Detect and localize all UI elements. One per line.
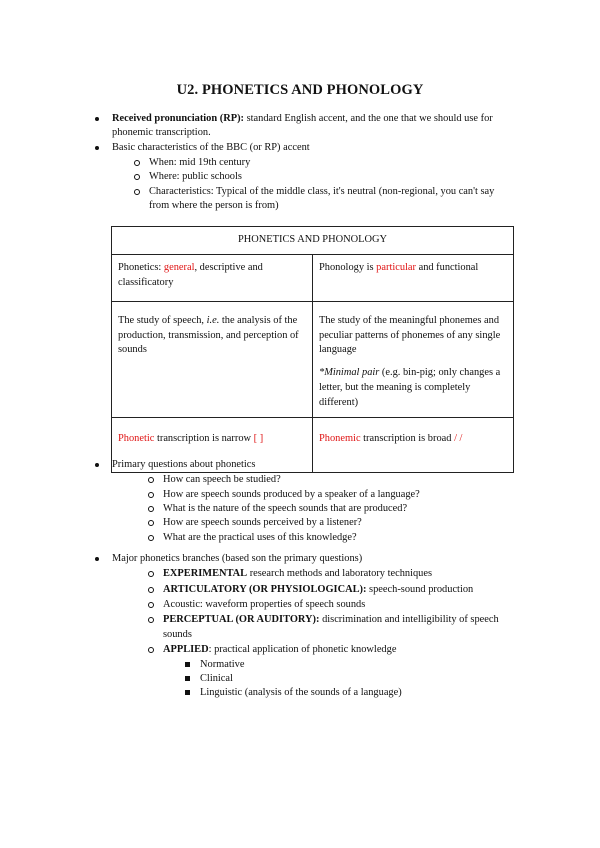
bbc-item: When: mid 19th century — [112, 156, 517, 170]
applied-sublist — [163, 658, 522, 701]
question-item: How are speech sounds perceived by a listener? — [126, 516, 517, 530]
branch-experimental: EXPERIMENTAL research methods and laboratory techniques — [126, 567, 522, 581]
phonemic-transcription-cell: Phonemic transcription is broad / / — [313, 417, 514, 472]
question-item: How are speech sounds produced by a speaker of a language? — [126, 488, 517, 502]
list-item-branches — [87, 552, 522, 701]
applied-item: Linguistic (analysis of the sounds of a language) — [163, 686, 522, 700]
phonology-study-text: The study of the meaningful phonemes and peculiar patterns of phonemes of any single language — [319, 314, 501, 356]
bbc-item: Where: public schools — [112, 170, 517, 184]
rp-text: standard English accent, and the one that we should use for phonemic transcription. — [112, 113, 493, 139]
page-title: U2. PHONETICS AND PHONOLOGY — [176, 82, 424, 98]
applied-item: Clinical — [163, 672, 522, 686]
phonetics-definition-cell: Phonetics: general, descriptive and classificatory — [112, 254, 313, 301]
table-header: PHONETICS AND PHONOLOGY — [112, 227, 514, 255]
branches-heading: Major phonetics branches (based son the primary questions) — [112, 553, 363, 564]
general-highlight: general — [163, 261, 195, 273]
minimal-pair-note: *Minimal pair (e.g. bin-pig; only changes a letter, but the meaning is completely different) — [319, 367, 501, 408]
questions-sublist — [126, 473, 517, 545]
question-item: What is the nature of the speech sounds that are produced? — [126, 502, 517, 516]
applied-item: Normative — [163, 658, 522, 672]
phonology-definition-cell: Phonology is particular and functional — [313, 254, 514, 301]
branches-list — [87, 552, 522, 702]
branch-applied: APPLIED: practical application of phonetic knowledge Normative Clinical Linguistic (analysis of the sounds of a language) — [126, 643, 522, 700]
branch-perceptual: PERCEPTUAL (OR AUDITORY): discrimination and intelligibility of speech sounds — [126, 613, 522, 642]
bbc-item: Characteristics: Typical of the middle class, it's neutral (non-regional, you can't say from where the person is from) — [112, 185, 517, 214]
rp-term: Received pronunciation (RP): — [112, 113, 244, 124]
phonology-study-cell — [313, 301, 514, 417]
list-item-rp — [87, 112, 517, 141]
bbc-sublist — [112, 156, 517, 213]
phonetics-study-cell: The study of speech, i.e. the analysis of the production, transmission, and perception of sounds — [112, 301, 313, 417]
list-item-bbc — [87, 141, 517, 214]
questions-list — [87, 458, 517, 545]
intro-list — [87, 112, 517, 214]
list-item-questions — [87, 458, 517, 545]
branches-sublist — [126, 567, 522, 700]
square-brackets-symbol: [ ] — [253, 432, 264, 444]
slashes-symbol: / / — [454, 432, 463, 444]
question-item: What are the practical uses of this knowledge? — [126, 531, 517, 545]
branch-articulatory: ARTICULATORY (OR PHYSIOLOGICAL): speech-sound production — [126, 583, 522, 597]
bbc-heading: Basic characteristics of the BBC (or RP) accent — [112, 141, 310, 153]
particular-highlight: particular — [376, 261, 416, 273]
question-item: How can speech be studied? — [126, 473, 517, 487]
branch-acoustic: Acoustic: waveform properties of speech sounds — [126, 598, 522, 612]
questions-heading: Primary questions about phonetics — [112, 459, 256, 470]
phonetics-phonology-table — [111, 226, 514, 473]
phonetic-transcription-cell: Phonetic transcription is narrow [ ] — [112, 417, 313, 472]
